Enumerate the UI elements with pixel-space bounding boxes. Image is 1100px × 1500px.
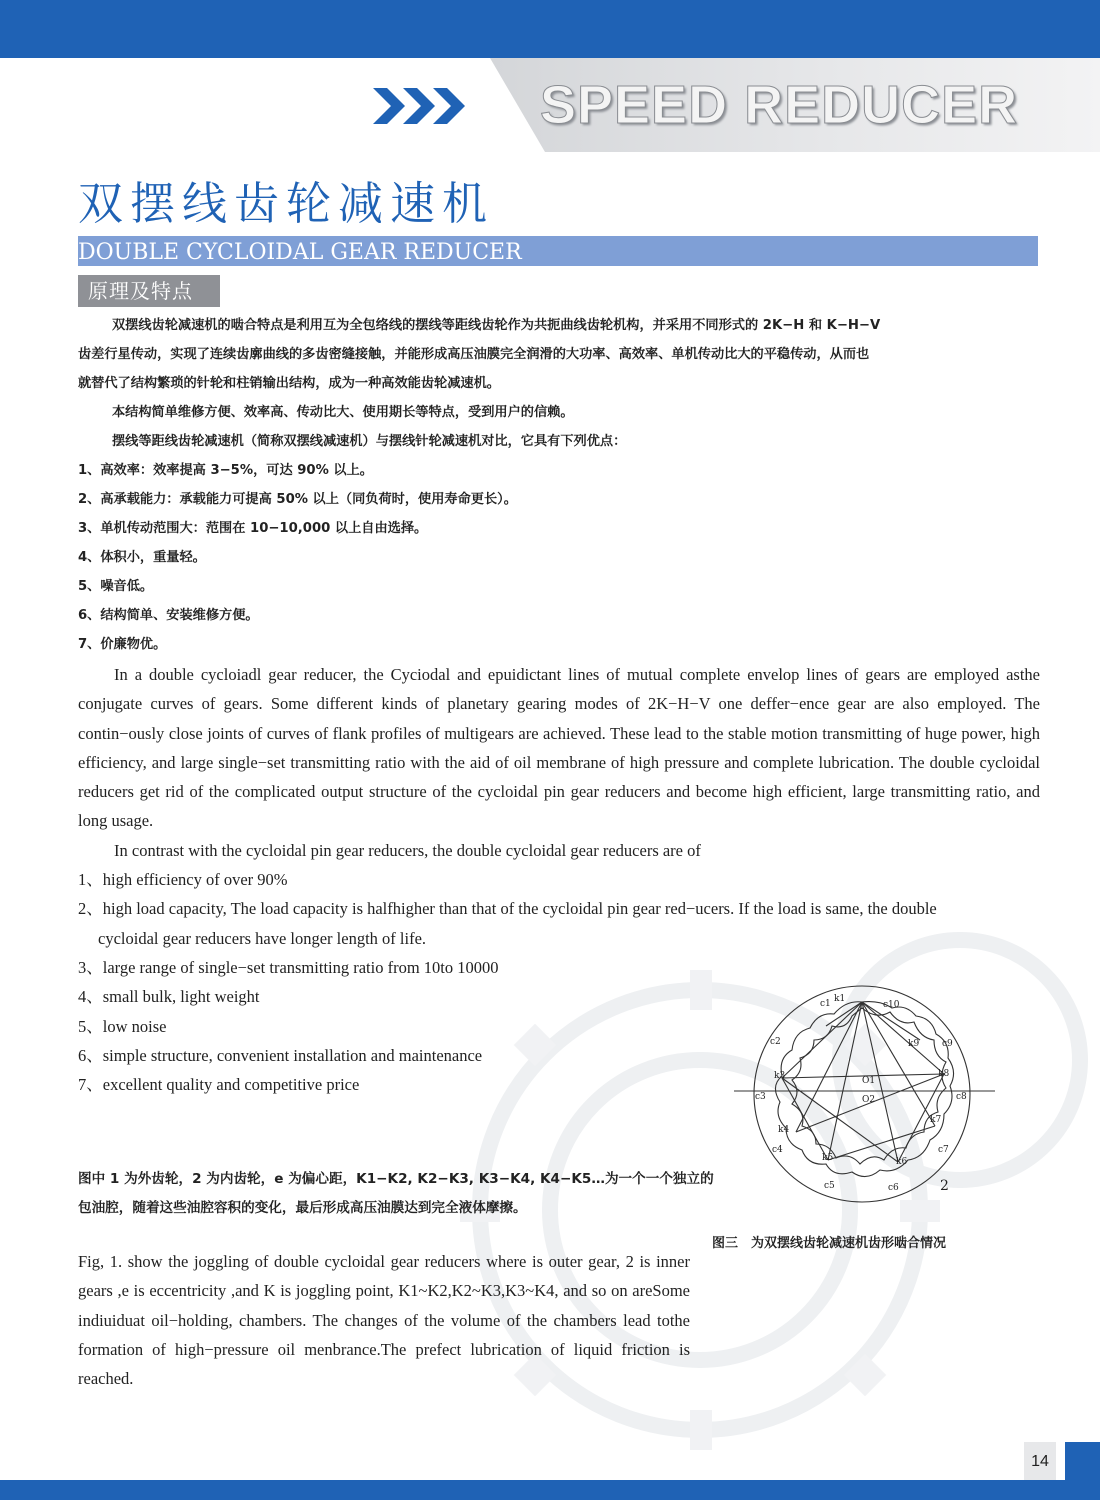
cn-intro-line: 就替代了结构繁琐的针轮和柱销输出结构，成为一种高效能齿轮减速机。 <box>78 376 500 391</box>
en-feature-item: 4、small bulk, light weight <box>78 987 260 1007</box>
label-c6: c6 <box>888 1183 899 1193</box>
label-k7: k7 <box>930 1115 942 1125</box>
en-feature-item: 2、high load capacity, The load capacity is halfhigher than that of the cycloidal pin gear red−ucers. If the load is same, the double <box>78 899 937 919</box>
label-k8: k8 <box>938 1069 950 1079</box>
label-k4: k4 <box>778 1125 790 1135</box>
label-o2: O2 <box>862 1095 876 1105</box>
cn-feature-item: 6、结构简单、安装维修方便。 <box>78 608 259 623</box>
page-title-cn: 双摆线齿轮减速机 <box>78 177 495 230</box>
figure-caption-cn: 图中 1 为外齿轮，2 为内齿轮，e 为偏心距，K1−K2, K2−K3, K3−K4, K4−K5…为一个一个独立的包油腔，随着这些油腔容积的变化，最后形成高压油膜达到完全液体摩擦。 <box>78 1171 714 1216</box>
cn-feature-item: 4、体积小，重量轻。 <box>78 550 206 565</box>
en-feature-item: 3、large range of single−set transmitting ratio from 10to 10000 <box>78 957 499 977</box>
cn-feature-item: 5、噪音低。 <box>78 579 154 594</box>
cn-feature-item: 2、高承载能力：承载能力可提高 50% 以上（同负荷时，使用寿命更长）。 <box>78 492 517 507</box>
label-c9: c9 <box>942 1039 953 1049</box>
cn-intro <box>78 311 1040 659</box>
label-two: 2 <box>940 1178 949 1194</box>
bottom-blue-bar <box>0 1480 1100 1500</box>
cn-feature-item: 3、单机传动范围大：范围在 10−10,000 以上自由选择。 <box>78 521 428 536</box>
en-paragraph-2: In contrast with the cycloidal pin gear reducers, the double cycloidal gear reducers are of <box>114 840 701 860</box>
label-o1: O1 <box>862 1076 876 1086</box>
en-feature-item: 7、excellent quality and competitive price <box>78 1075 360 1095</box>
en-feature-item: 5、low noise <box>78 1016 167 1036</box>
header-title: SPEED REDUCER <box>540 75 1019 135</box>
figure-title: 图三 为双摆线齿轮减速机齿形啮合情况 <box>712 1236 947 1251</box>
en-paragraph-1: In a double cycloiadl gear reducer, the Cyciodal and epuidictant lines of mutual complete envelop lines of gears are employed asthe conjugate curves of gears. Some different kinds of planetary gearing modes of 2K−H−V one deffer−ence gear are also employed. The contin−ously close joints of curves of flank profiles of multigears are achieved. These lead to the stable motion transmitting of huge power, high efficiency, and large single−set transmitting ratio with the aid of oil membrane of high pressure and complete lubrication. The double cycloidal reducers get rid of the complicated output structure of the cycloidal pin gear reducers and become high efficient, large transmitting ratio, and long usage. <box>78 665 1040 831</box>
gear-meshing-diagram <box>730 982 1000 1212</box>
inner-gear-profile <box>775 1002 953 1177</box>
top-blue-bar <box>0 0 1100 58</box>
page-number: 14 <box>1024 1442 1056 1480</box>
outer-circle <box>754 986 970 1202</box>
label-c10: c10 <box>883 1000 900 1010</box>
label-c1: c1 <box>820 999 831 1009</box>
figure-caption-en: Fig, 1. show the joggling of double cycloidal gear reducers where is outer gear, 2 is inner gears ,e is eccentricity ,and K is joggling point, K1~K2,K2~K3,K3~K4, and so on areSome indiuiduat oil−holding, chambers. The changes of the volume of the chambers lead tothe formation of high−pressure oil menbrance.The prefect lubrication of liquid friction is reached. <box>78 1252 690 1389</box>
page-accent <box>1065 1442 1100 1480</box>
label-c8: c8 <box>956 1092 967 1102</box>
label-k9: k9 <box>908 1039 920 1049</box>
label-c3: c3 <box>755 1092 766 1102</box>
label-k5: k5 <box>822 1153 834 1163</box>
en-feature-item: 6、simple structure, convenient installation and maintenance <box>78 1045 483 1065</box>
cn-feature-item: 7、价廉物优。 <box>78 637 167 652</box>
label-c5: c5 <box>824 1181 835 1191</box>
label-c4: c4 <box>772 1145 783 1155</box>
label-c2: c2 <box>770 1037 781 1047</box>
cn-paragraph-2: 本结构简单维修方便、效率高、传动比大、使用期长等特点，受到用户的信赖。 <box>112 405 574 420</box>
label-k6: k6 <box>896 1157 908 1167</box>
cn-feature-item: 1、高效率：效率提高 3−5%，可达 90% 以上。 <box>78 463 373 478</box>
label-c7: c7 <box>938 1145 949 1155</box>
en-feature-item: cycloidal gear reducers have longer length of life. <box>98 928 427 948</box>
page-title-en: DOUBLE CYCLOIDAL GEAR REDUCER <box>78 240 522 265</box>
en-feature-item: 1、high efficiency of over 90% <box>78 870 288 890</box>
label-k1: k1 <box>834 994 846 1004</box>
cn-paragraph-3: 摆线等距线齿轮减速机（简称双摆线减速机）与摆线针轮减速机对比，它具有下列优点： <box>112 434 627 449</box>
section-tag: 原理及特点 <box>78 275 220 307</box>
cn-intro-line: 双摆线齿轮减速机的啮合特点是利用互为全包络线的摆线等距线齿轮作为共扼曲线齿轮机构，并采用不同形式的 2K−H 和 K−H−V <box>112 318 881 333</box>
chevron-arrows-icon <box>373 86 473 126</box>
cn-intro-line: 齿差行星传动，实现了连续齿廓曲线的多齿密缝接触，并能形成高压油膜完全润滑的大功率、高效率、单机传动比大的平稳传动，从而也 <box>78 347 870 362</box>
label-k3: k3 <box>774 1071 786 1081</box>
